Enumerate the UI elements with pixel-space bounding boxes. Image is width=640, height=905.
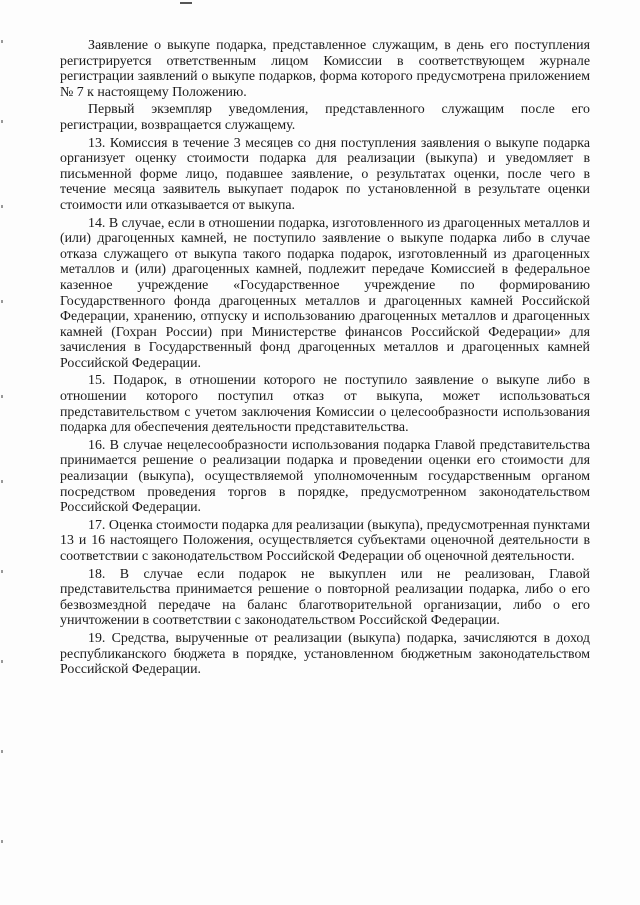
paragraph-17: 17. Оценка стоимости подарка для реализации (выкупа), предусмотренная пунктами 13 и 16 настоящего Положения, осуществляется субъектами оценочной деятельности в соответствии с законодательством Российской Федерации об оценочной деятельности.	[60, 517, 590, 564]
paragraph-application-registration: Заявление о выкупе подарка, представленное служащим, в день его поступления регистрируется ответственным лицом Комиссии в соответствующем журнале регистрации заявлений о выкупе подарков, форма которого предусмотрена приложением № 7 к настоящему Положению.	[60, 38, 590, 100]
paragraph-16: 16. В случае нецелесообразности использования подарка Главой представительства принимается решение о реализации подарка и проведении оценки его стоимости для реализации (выкупа), осуществляемой уполномоченным государственным органом посредством проведения торгов в порядке, предусмотренном законодательством Российской Федерации.	[60, 437, 590, 516]
paragraph-first-copy: Первый экземпляр уведомления, представленного служащим после его регистрации, возвращается служащему.	[60, 102, 590, 133]
paragraph-14: 14. В случае, если в отношении подарка, изготовленного из драгоценных металлов и (или) драгоценных камней, не поступило заявление о выкупе подарка либо в случае отказа служащего от выкупа такого подарка подарок, изготовленный из драгоценных металлов и (или) драгоценных камней, подлежит передаче Комиссией в федеральное казенное учреждение «Государственное учреждение по формированию Государственного фонда драгоценных металлов и драгоценных камней Российской Федерации, хранению, отпуску и использованию драгоценных металлов и драгоценных камней (Гохран России) при Министерстве финансов Российской Федерации» для зачисления в Государственный фонд драгоценных металлов и драгоценных камней Российской Федерации.	[60, 215, 590, 371]
paragraph-15: 15. Подарок, в отношении которого не поступило заявление о выкупе либо в отношении которого поступил отказ от выкупа, может использоваться представительством с учетом заключения Комиссии о целесообразности использования подарка для обеспечения деятельности представительства.	[60, 373, 590, 436]
document-body	[60, 38, 590, 680]
scan-edge-marks	[0, 0, 4, 905]
scan-mark	[180, 2, 192, 4]
paragraph-13: 13. Комиссия в течение 3 месяцев со дня поступления заявления о выкупе подарка организует оценку стоимости подарка для реализации (выкупа) и уведомляет в письменной форме лицо, подавшее заявление, о результатах оценки, после чего в течение месяца заявитель выкупает подарок по установленной в результате оценки стоимости или отказывается от выкупа.	[60, 135, 590, 213]
paragraph-18: 18. В случае если подарок не выкуплен или не реализован, Главой представительства принимается решение о повторной реализации подарка, либо о его безвозмездной передаче на баланс благотворительной организации, либо о его уничтожении в соответствии с законодательством Российской Федерации.	[60, 566, 590, 629]
paragraph-19: 19. Средства, вырученные от реализации (выкупа) подарка, зачисляются в доход республиканского бюджета в порядке, установленном бюджетным законодательством Российской Федерации.	[60, 630, 590, 678]
